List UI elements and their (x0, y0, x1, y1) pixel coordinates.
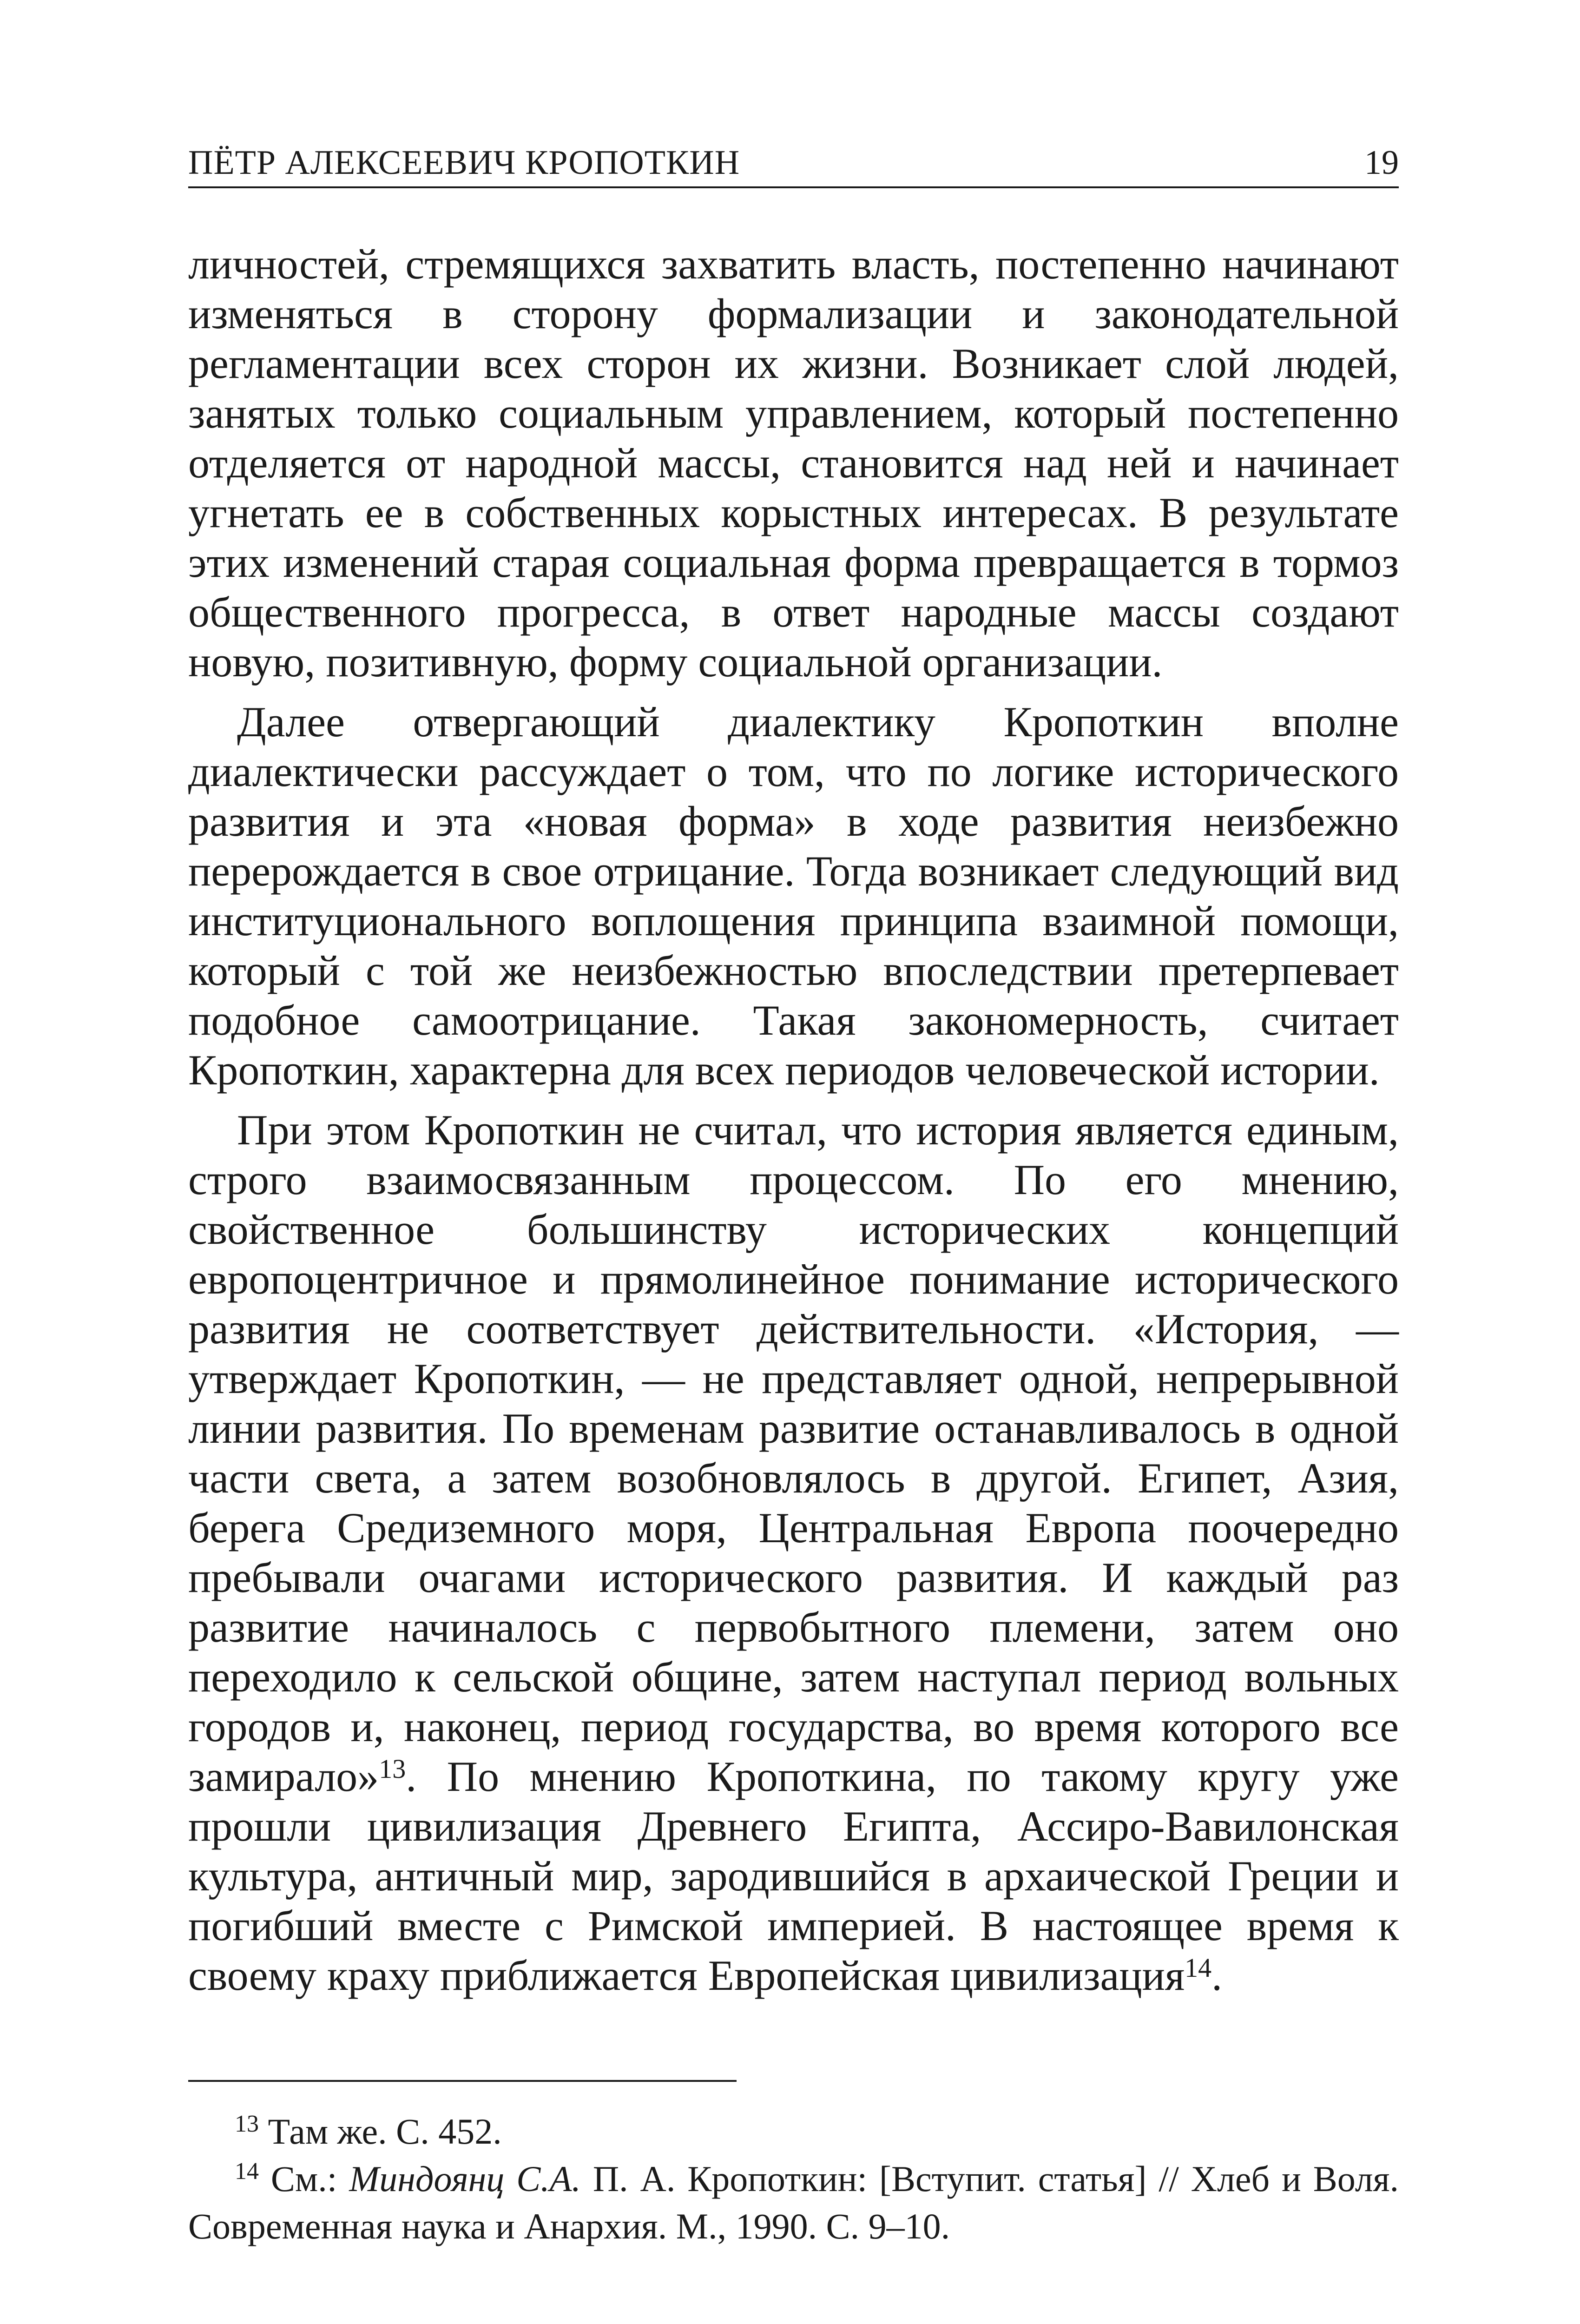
footnote-14-text: П. А. Кропоткин: [Вступит. статья] // Хлеб и Воля. Современная наука и Анархия. М., 1990. С. 9–10. (188, 2159, 1399, 2246)
footnote-13 (188, 2108, 1399, 2155)
footnote-ref-13: 13 (379, 1754, 406, 1784)
footnote-14-prefix: См.: (270, 2159, 349, 2199)
main-text (188, 239, 1399, 2011)
footnote-ref-14: 14 (1185, 1953, 1212, 1983)
paragraph-3-text-b: . По мнению Кропоткина, по такому кругу уже прошли цивилизация Древнего Египта, Ассиро-Вавилонская культура, античный мир, зародившийся в архаической Греции и погибший вместе с Римской империей. В настоящее время к своему краху приближается Европейская цивилизация (188, 1753, 1399, 1999)
paragraph-1: личностей, стремящихся захватить власть, постепенно начинают изменяться в сторону формализации и законодательной регламентации всех сторон их жизни. Возникает слой людей, занятых только социальным управлением, который постепенно отделяется от народной массы, становится над ней и начинает угнетать ее в собственных корыстных интересах. В результате этих изменений старая социальная форма превращается в тормоз общественного прогресса, в ответ народные массы создают новую, позитивную, форму социальной организации. (188, 240, 1399, 686)
paragraph-2: Далее отвергающий диалектику Кропоткин вполне диалектически рассуждает о том, что по логике исторического развития и эта «новая форма» в ходе развития неизбежно перерождается в свое отрицание. Тогда возникает следующий вид институционального воплощения принципа взаимной помощи, который с той же неизбежностью впоследствии претерпевает подобное самоотрицание. Такая закономерность, считает Кропоткин, характерна для всех периодов человеческой истории. (188, 698, 1399, 1094)
footnote-13-text: Там же. С. 452. (268, 2111, 502, 2152)
page-number: 19 (1364, 144, 1399, 182)
footnote-14-number: 14 (235, 2158, 259, 2185)
footnote-13-number: 13 (235, 2111, 259, 2137)
footnotes (188, 2108, 1399, 2250)
paragraph-3 (188, 1105, 1399, 2000)
footnote-separator (188, 2080, 737, 2082)
running-title: ПЁТР АЛЕКСЕЕВИЧ КРОПОТКИН (188, 144, 740, 182)
header-rule (188, 186, 1399, 188)
footnote-14-author: Миндоянц С.А. (349, 2159, 581, 2199)
paragraph-3-text-a: При этом Кропоткин не считал, что история является единым, строго взаимосвязанным процессом. По его мнению, свойственное большинству исторических концепций европоцентричное и прямолинейное понимание исторического развития не соответствует действительности. «История, — утверждает Кропоткин, — не представляет одной, непрерывной линии развития. По временам развитие останавливалось в одной части света, а затем возобновлялось в другой. Египет, Азия, берега Средиземного моря, Центральная Европа поочередно пребывали очагами исторического развития. И каждый раз развитие начиналось с первобытного племени, затем оно переходило к сельской общине, затем наступал период вольных городов и, наконец, период государства, во время которого все замирало» (188, 1106, 1399, 1800)
running-header (188, 132, 1399, 188)
paragraph-3-text-c: . (1211, 1952, 1223, 1999)
footnote-14 (188, 2155, 1399, 2250)
